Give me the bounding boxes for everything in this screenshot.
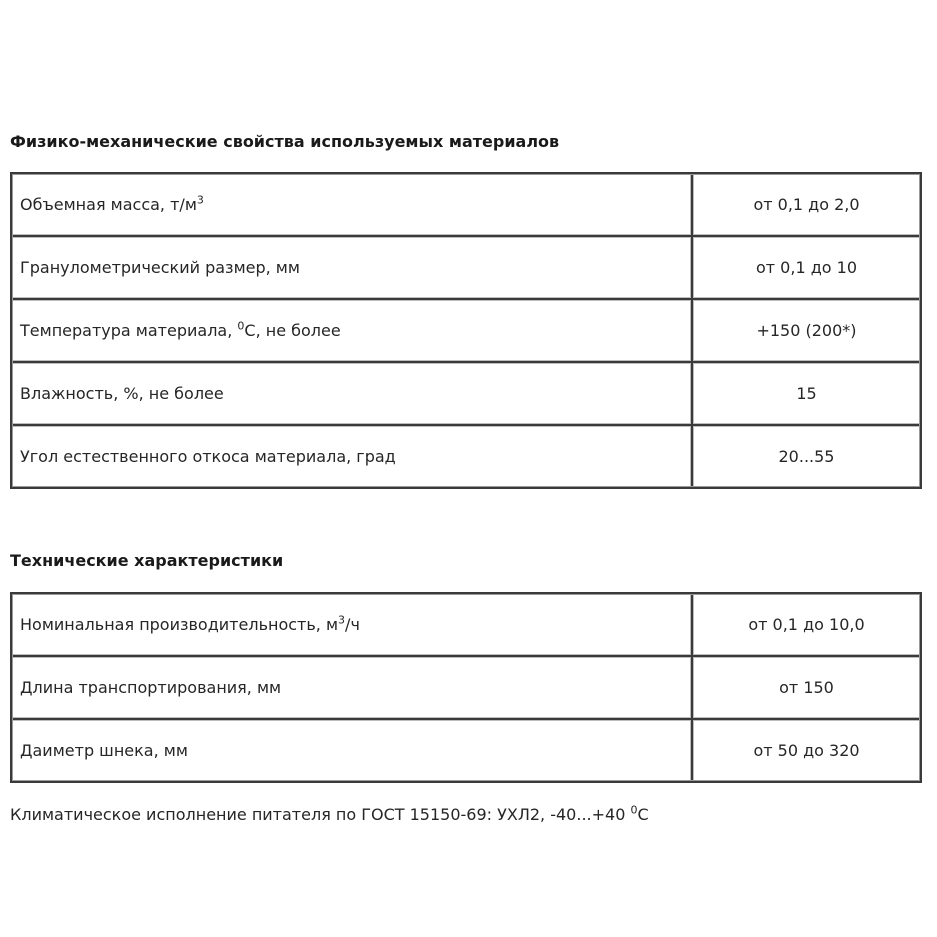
section-title-material-properties: Физико-механические свойства используемых материалов [10,132,560,151]
label-text-after: С, не более [244,321,341,340]
table-row [11,719,921,782]
footnote-text: Климатическое исполнение питателя по ГОСТ 15150-69: УХЛ2, -40...+40 [10,805,631,824]
label-text: Гранулометрический размер, мм [20,258,300,277]
climate-footnote [10,805,649,824]
section-title-technical-specs: Технические характеристики [10,551,284,570]
row-value: от 0,1 до 10 [692,236,921,299]
row-label [11,362,692,425]
row-label [11,299,692,362]
label-text: Длина транспортирования, мм [20,678,282,697]
table-row [11,593,921,656]
table-row [11,299,921,362]
row-label [11,236,692,299]
table-row [11,656,921,719]
row-label [11,719,692,782]
table-row [11,236,921,299]
footnote-superscript: 0 [630,803,638,817]
row-value: 20...55 [692,425,921,488]
label-superscript: 3 [196,193,204,207]
technical-specs-table [10,592,922,783]
label-text: Объемная масса, т/м [20,195,197,214]
row-label [11,425,692,488]
label-text: Номинальная производительность, м [20,615,339,634]
material-properties-table [10,172,922,489]
row-value: от 0,1 до 2,0 [692,173,921,236]
label-text: Влажность, %, не более [20,384,224,403]
label-text: Температура материала, [20,321,238,340]
label-superscript: 0 [237,319,245,333]
row-value: от 0,1 до 10,0 [692,593,921,656]
table-row [11,362,921,425]
row-label [11,593,692,656]
row-value: от 150 [692,656,921,719]
footnote-text-after: С [637,805,649,824]
label-superscript: 3 [338,613,346,627]
label-text-after: /ч [345,615,360,634]
label-text: Даиметр шнека, мм [20,741,188,760]
row-value: 15 [692,362,921,425]
row-label [11,173,692,236]
label-text: Угол естественного откоса материала, град [20,447,396,466]
table-row [11,173,921,236]
row-value: от 50 до 320 [692,719,921,782]
table-row [11,425,921,488]
row-label [11,656,692,719]
row-value: +150 (200*) [692,299,921,362]
